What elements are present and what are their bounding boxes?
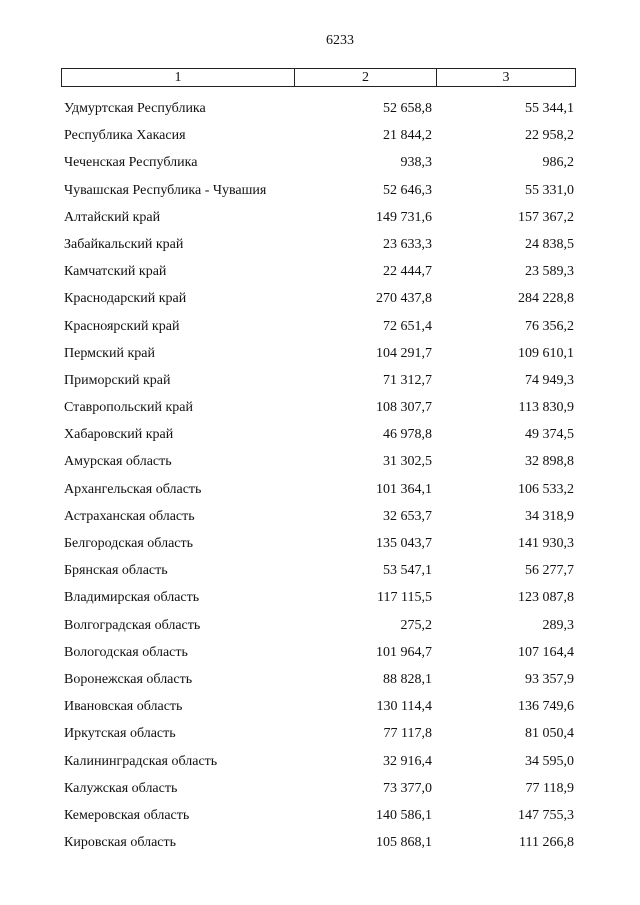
table-row [0, 748, 640, 775]
value-column-3: 56 277,7 [525, 563, 574, 579]
region-name: Чувашская Республика - Чувашия [64, 182, 267, 198]
table-row [0, 231, 640, 258]
table-row [0, 204, 640, 231]
value-column-2: 52 646,3 [383, 182, 432, 198]
value-column-3: 55 331,0 [525, 182, 574, 198]
value-column-2: 275,2 [400, 617, 432, 633]
table-row [0, 122, 640, 149]
table-row [0, 775, 640, 802]
column-header-3: 3 [502, 70, 510, 85]
value-column-2: 105 868,1 [376, 835, 432, 851]
region-name: Калининградская область [64, 753, 218, 769]
value-column-3: 109 610,1 [518, 345, 574, 361]
value-column-2: 140 586,1 [376, 807, 432, 823]
table-row [0, 95, 640, 122]
region-name: Воронежская область [64, 671, 193, 687]
table-row [0, 557, 640, 584]
table-row [0, 639, 640, 666]
value-column-3: 22 958,2 [525, 128, 574, 144]
value-column-3: 986,2 [542, 155, 574, 171]
table-row [0, 394, 640, 421]
value-column-2: 23 633,3 [383, 236, 432, 252]
table-row [0, 149, 640, 176]
value-column-3: 24 838,5 [525, 236, 574, 252]
value-column-3: 107 164,4 [518, 644, 574, 660]
value-column-3: 147 755,3 [518, 807, 574, 823]
region-name: Архангельская область [64, 481, 202, 497]
value-column-3: 49 374,5 [525, 427, 574, 443]
column-header-1: 1 [62, 69, 295, 86]
table-row [0, 476, 640, 503]
value-column-3: 93 357,9 [525, 671, 574, 687]
value-column-2: 32 653,7 [383, 508, 432, 524]
value-column-3: 34 595,0 [525, 753, 574, 769]
table-row [0, 285, 640, 312]
region-name: Астраханская область [64, 508, 195, 524]
value-column-2: 104 291,7 [376, 345, 432, 361]
region-name: Амурская область [64, 454, 172, 470]
region-name: Краснодарский край [64, 291, 187, 307]
region-name: Кировская область [64, 835, 177, 851]
value-column-3: 157 367,2 [518, 209, 574, 225]
table-row [0, 720, 640, 747]
value-column-2: 53 547,1 [383, 563, 432, 579]
table-row [0, 421, 640, 448]
region-name: Забайкальский край [64, 236, 184, 252]
column-header-2: 2 [295, 69, 437, 86]
value-column-2: 117 115,5 [377, 590, 432, 606]
value-column-2: 72 651,4 [383, 318, 432, 334]
region-name: Владимирская область [64, 590, 200, 606]
region-name: Белгородская область [64, 536, 194, 551]
table-row [0, 313, 640, 340]
value-column-2: 938,3 [400, 155, 432, 171]
table-row [0, 666, 640, 693]
region-name: Пермский край [64, 345, 155, 361]
value-column-3: 32 898,8 [525, 454, 574, 470]
region-name: Удмуртская Республика [64, 101, 206, 116]
value-column-3: 284 228,8 [518, 291, 574, 307]
value-column-2: 88 828,1 [383, 671, 432, 687]
region-name: Волгоградская область [64, 617, 201, 633]
value-column-3: 111 266,8 [519, 835, 574, 851]
region-name: Чеченская Республика [64, 155, 198, 171]
value-column-2: 52 658,8 [383, 101, 432, 116]
value-column-3: 76 356,2 [525, 318, 574, 334]
value-column-3: 106 533,2 [518, 481, 574, 497]
region-name: Иркутская область [64, 726, 176, 742]
value-column-2: 149 731,6 [376, 209, 432, 225]
region-name: Приморский край [64, 372, 171, 388]
value-column-2: 101 364,1 [376, 481, 432, 497]
value-column-2: 130 114,4 [376, 699, 432, 715]
region-name: Хабаровский край [64, 427, 174, 443]
region-name: Камчатский край [64, 264, 167, 280]
region-name: Республика Хакасия [64, 128, 186, 144]
table-row [0, 530, 640, 557]
value-column-2: 108 307,7 [376, 400, 432, 416]
value-column-2: 77 117,8 [383, 726, 432, 742]
table-row [0, 367, 640, 394]
table-row [0, 693, 640, 720]
table-row [0, 177, 640, 204]
value-column-2: 71 312,7 [383, 372, 432, 388]
value-column-2: 22 444,7 [383, 264, 432, 280]
page-number: 6233 [326, 33, 354, 48]
table-row [0, 612, 640, 639]
region-name: Красноярский край [64, 318, 180, 334]
value-column-2: 270 437,8 [376, 291, 432, 307]
value-column-2: 46 978,8 [383, 427, 432, 443]
table-row [0, 258, 640, 285]
value-column-3: 141 930,3 [518, 536, 574, 551]
value-column-2: 135 043,7 [376, 536, 432, 551]
value-column-3: 74 949,3 [525, 372, 574, 388]
region-name: Ставропольский край [64, 400, 193, 416]
table-row [0, 448, 640, 475]
table-body [0, 95, 640, 856]
table-header [61, 68, 576, 87]
region-name: Ивановская область [64, 699, 183, 715]
value-column-3: 34 318,9 [525, 508, 574, 524]
region-name: Алтайский край [64, 209, 161, 225]
table-row [0, 802, 640, 829]
region-name: Калужская область [64, 780, 178, 796]
region-name: Вологодская область [64, 644, 188, 660]
value-column-3: 23 589,3 [525, 264, 574, 280]
region-name: Брянская область [64, 563, 168, 579]
region-name: Кемеровская область [64, 807, 190, 823]
table-row [0, 584, 640, 611]
value-column-3: 289,3 [542, 617, 574, 633]
value-column-3: 81 050,4 [525, 726, 574, 742]
value-column-3: 136 749,6 [518, 699, 574, 715]
value-column-2: 101 964,7 [376, 644, 432, 660]
value-column-2: 32 916,4 [383, 753, 432, 769]
table-row [0, 829, 640, 856]
value-column-3: 113 830,9 [518, 400, 574, 416]
table-row [0, 503, 640, 530]
table-row [0, 340, 640, 367]
value-column-3: 55 344,1 [525, 101, 574, 116]
value-column-3: 123 087,8 [518, 590, 574, 606]
value-column-2: 73 377,0 [383, 780, 432, 796]
value-column-2: 21 844,2 [383, 128, 432, 144]
value-column-3: 77 118,9 [525, 780, 574, 796]
value-column-2: 31 302,5 [383, 454, 432, 470]
